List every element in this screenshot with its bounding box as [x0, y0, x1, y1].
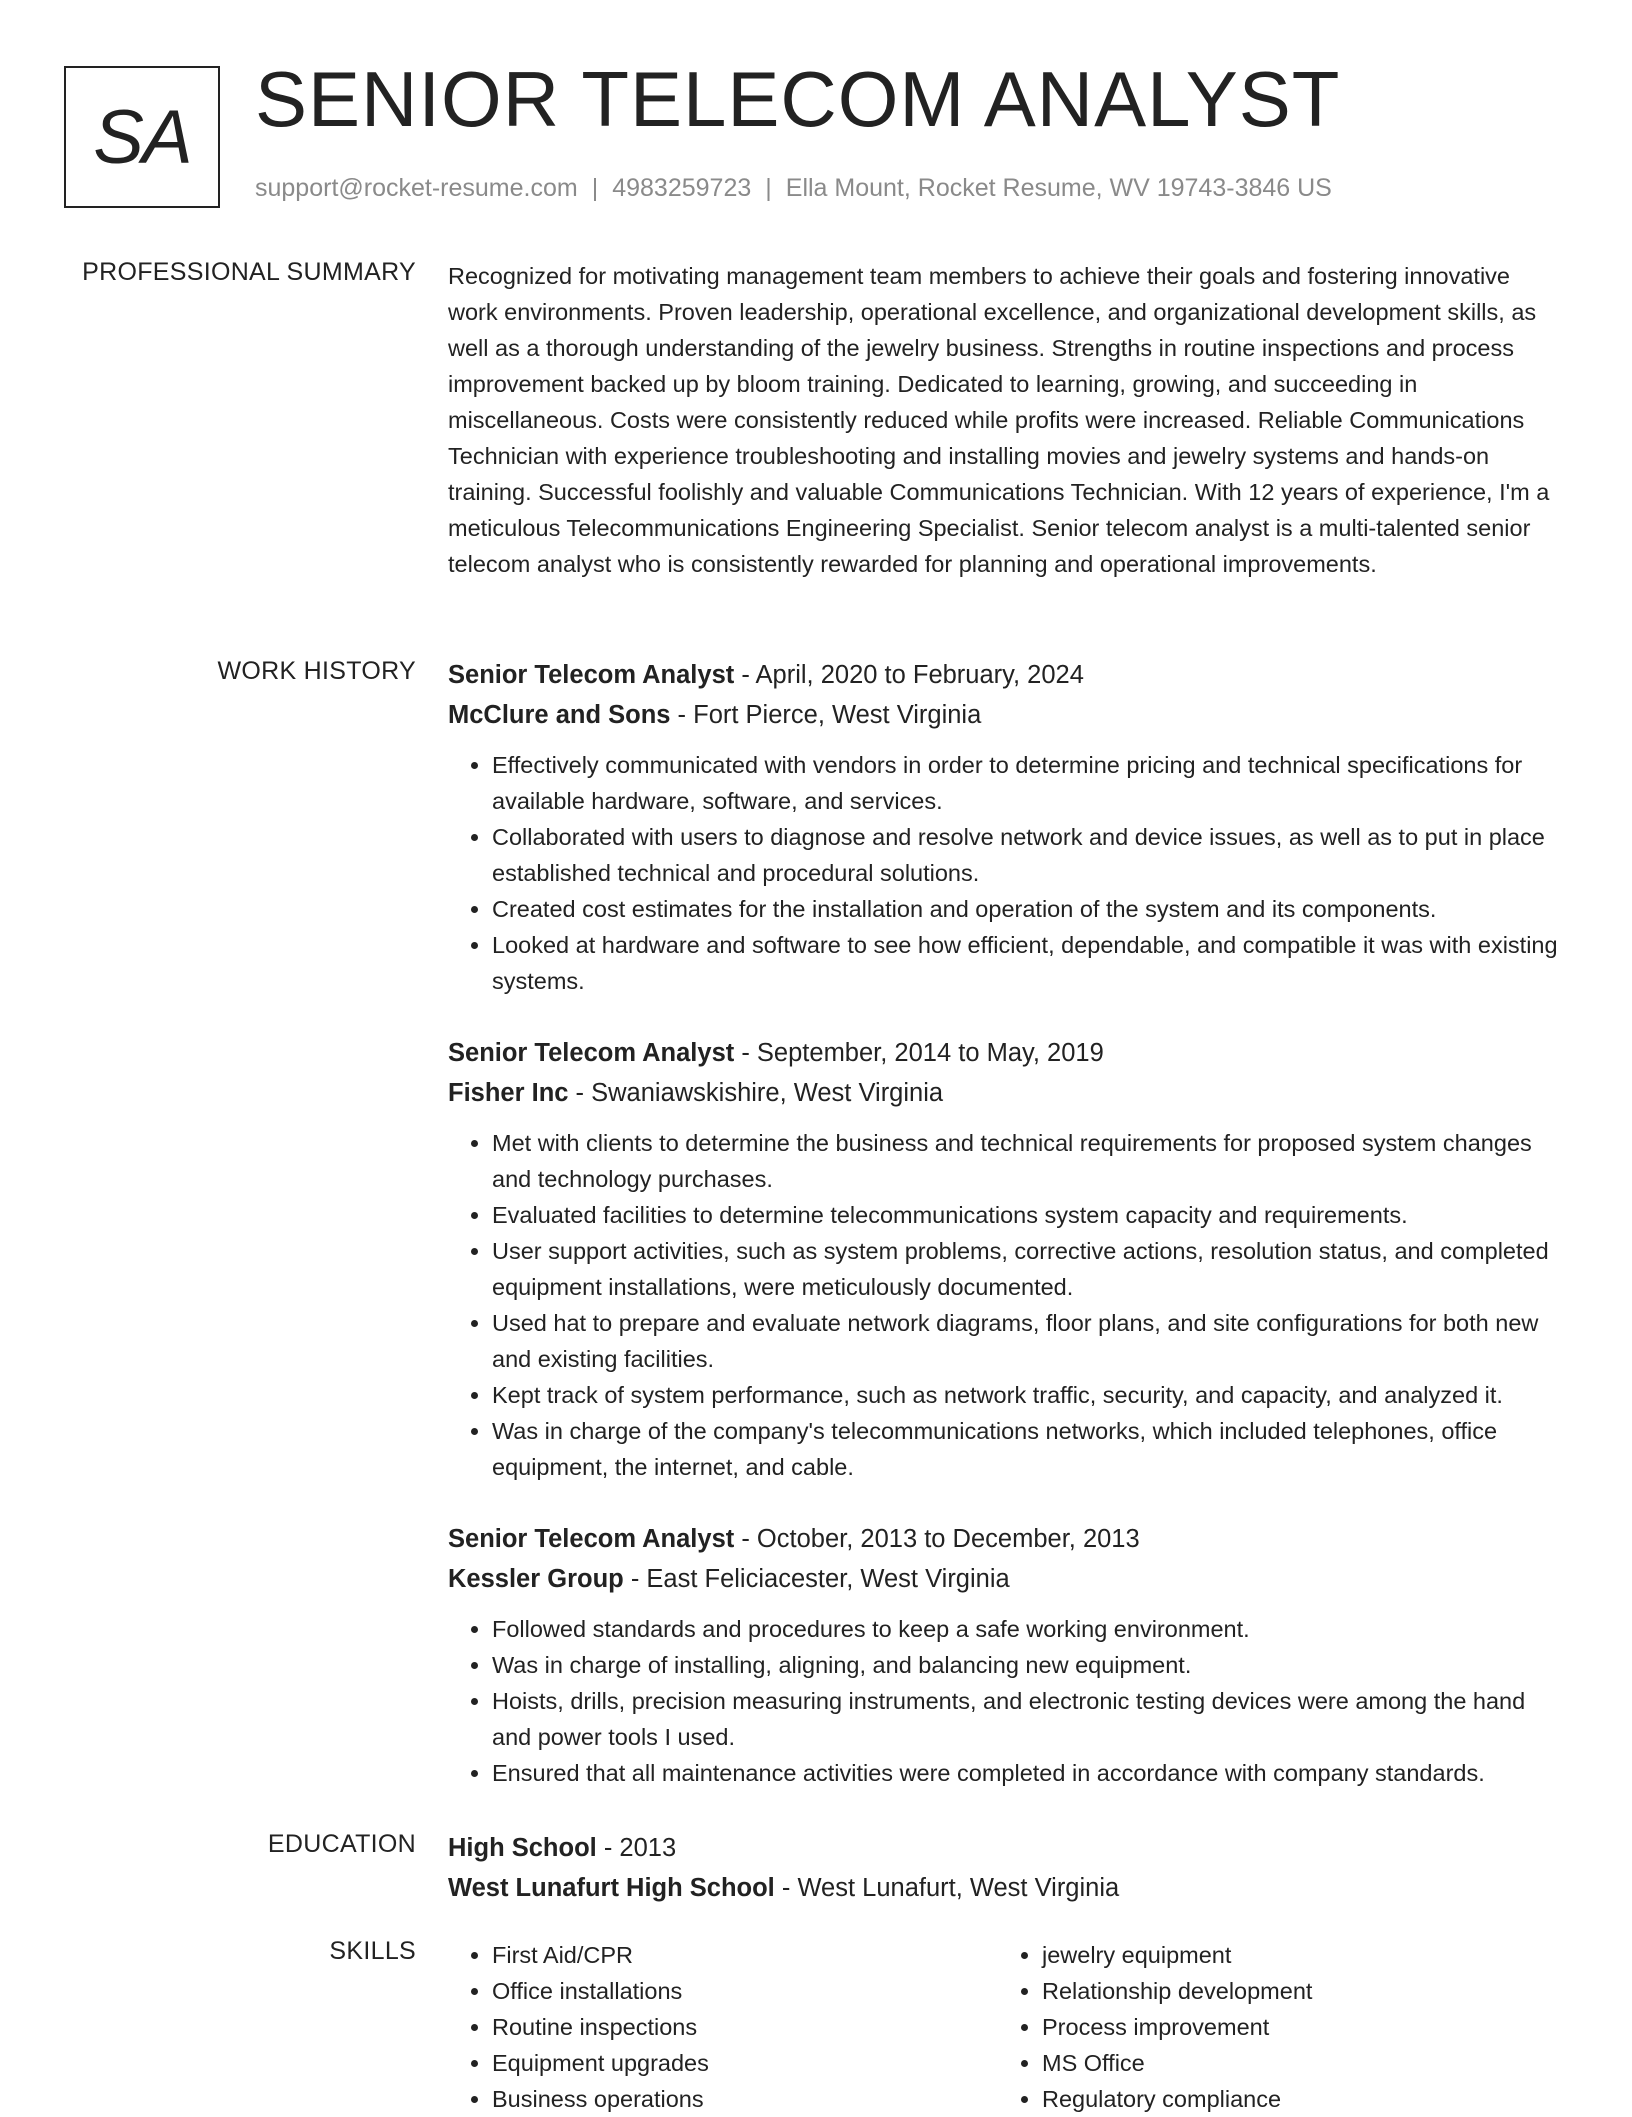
education-degree: High School	[448, 1834, 597, 1862]
job-bullet-list	[448, 747, 1566, 999]
job-location: - Swaniawskishire, West Virginia	[568, 1079, 944, 1107]
job-bullet: • Was in charge of the company's telecommunications networks, which included telephones, office equipment, the internet, and cable.	[492, 1413, 1566, 1485]
job-entry	[448, 1519, 1566, 1791]
skills-list-right	[998, 1937, 1548, 2117]
job-entry	[448, 1033, 1566, 1485]
job-location: - East Feliciacester, West Virginia	[623, 1565, 1010, 1593]
job-bullet: • User support activities, such as system problems, corrective actions, resolution status, and completed equipment installations, were meticulously documented.	[492, 1233, 1566, 1305]
skill-item: • First Aid/CPR	[492, 1937, 998, 1973]
skill-item: • jewelry equipment	[1042, 1937, 1548, 1973]
job-title: Senior Telecom Analyst	[448, 1039, 735, 1067]
job-bullet-list	[448, 1611, 1566, 1791]
skill-item: • Business operations	[492, 2081, 998, 2117]
job-title-line	[448, 1033, 1566, 1073]
job-title-line	[448, 655, 1566, 695]
summary-text: Recognized for motivating management team members to achieve their goals and fostering innovative work environments. Proven leadership, operational excellence, and organizational development skills, as well as a thorough understanding of the jewelry business. Strengths in routine inspections and process improvement backed up by bloom training. Dedicated to learning, growing, and succeeding in miscellaneous. Costs were consistently reduced while profits were increased. Reliable Communications Technician with experience troubleshooting and installing movies and jewelry systems and hands-on training. Successful foolishly and valuable Communications Technician. With 12 years of experience, I'm a meticulous Telecommunications Engineering Specialist. Senior telecom analyst is a multi-talented senior telecom analyst who is consistently rewarded for planning and operational improvements.	[448, 263, 1550, 577]
contact-separator: |	[591, 174, 599, 202]
job-bullet: • Hoists, drills, precision measuring instruments, and electronic testing devices were among the hand and power tools I used.	[492, 1683, 1566, 1755]
section-heading-education: EDUCATION	[267, 1830, 416, 1858]
section-heading-skills: SKILLS	[329, 1937, 416, 1965]
job-title: Senior Telecom Analyst	[448, 1525, 735, 1553]
job-company-line	[448, 1559, 1566, 1599]
job-bullet: • Kept track of system performance, such as network traffic, security, and capacity, and analyzed it.	[492, 1377, 1566, 1413]
job-bullet: • Was in charge of installing, aligning, and balancing new equipment.	[492, 1647, 1566, 1683]
job-bullet: • Effectively communicated with vendors in order to determine pricing and technical specifications for available hardware, software, and services.	[492, 747, 1566, 819]
education-year: - 2013	[596, 1834, 677, 1862]
job-bullet: • Met with clients to determine the business and technical requirements for proposed system changes and technology purchases.	[492, 1125, 1566, 1197]
job-title: Senior Telecom Analyst	[448, 661, 735, 689]
job-bullet: • Followed standards and procedures to keep a safe working environment.	[492, 1611, 1566, 1647]
skill-item: • MS Office	[1042, 2045, 1548, 2081]
job-dates: - October, 2013 to December, 2013	[734, 1525, 1140, 1553]
contact-address: Ella Mount, Rocket Resume, WV 19743-3846 US	[785, 174, 1332, 202]
job-dates: - September, 2014 to May, 2019	[734, 1039, 1104, 1067]
education-school: West Lunafurt High School	[448, 1874, 775, 1902]
skill-item: • Relationship development	[1042, 1973, 1548, 2009]
job-title-line	[448, 1519, 1566, 1559]
job-bullet: • Created cost estimates for the installation and operation of the system and its components.	[492, 891, 1566, 927]
job-bullet: • Collaborated with users to diagnose and resolve network and device issues, as well as to put in place established technical and procedural solutions.	[492, 819, 1566, 891]
contact-separator: |	[765, 174, 772, 202]
skill-item: • Equipment upgrades	[492, 2045, 998, 2081]
job-bullet: • Used hat to prepare and evaluate network diagrams, floor plans, and site configurations for both new and existing facilities.	[492, 1305, 1566, 1377]
education-school-line	[448, 1868, 1566, 1908]
education-degree-line	[448, 1828, 1566, 1868]
job-bullet: • Evaluated facilities to determine telecommunications system capacity and requirements.	[492, 1197, 1566, 1233]
job-dates: - April, 2020 to February, 2024	[734, 661, 1084, 689]
job-bullet: • Ensured that all maintenance activities were completed in accordance with company standards.	[492, 1755, 1566, 1791]
job-location: - Fort Pierce, West Virginia	[670, 701, 982, 729]
section-heading-work-history: WORK HISTORY	[217, 657, 416, 685]
resume-title: SENIOR TELECOM ANALYST	[255, 55, 1341, 143]
monogram-badge: SA	[64, 66, 220, 208]
skill-item: • Office installations	[492, 1973, 998, 2009]
section-heading-summary: PROFESSIONAL SUMMARY	[82, 258, 416, 286]
job-bullet: • Looked at hardware and software to see how efficient, dependable, and compatible it was with existing systems.	[492, 927, 1566, 999]
job-company: Kessler Group	[448, 1565, 624, 1593]
contact-phone[interactable]: 4983259723	[612, 174, 752, 202]
job-company-line	[448, 1073, 1566, 1113]
skills-list-left	[448, 1937, 998, 2117]
job-company: McClure and Sons	[448, 701, 671, 729]
skill-item: • Routine inspections	[492, 2009, 998, 2045]
job-company-line	[448, 695, 1566, 735]
skill-item: • Process improvement	[1042, 2009, 1548, 2045]
job-bullet-list	[448, 1125, 1566, 1485]
skills-columns	[448, 1937, 1566, 2117]
job-company: Fisher Inc	[448, 1079, 569, 1107]
education-location: - West Lunafurt, West Virginia	[774, 1874, 1120, 1902]
contact-line	[255, 174, 1332, 203]
contact-email[interactable]: support@rocket-resume.com	[255, 174, 578, 202]
skill-item: • Regulatory compliance	[1042, 2081, 1548, 2117]
job-entry	[448, 655, 1566, 999]
